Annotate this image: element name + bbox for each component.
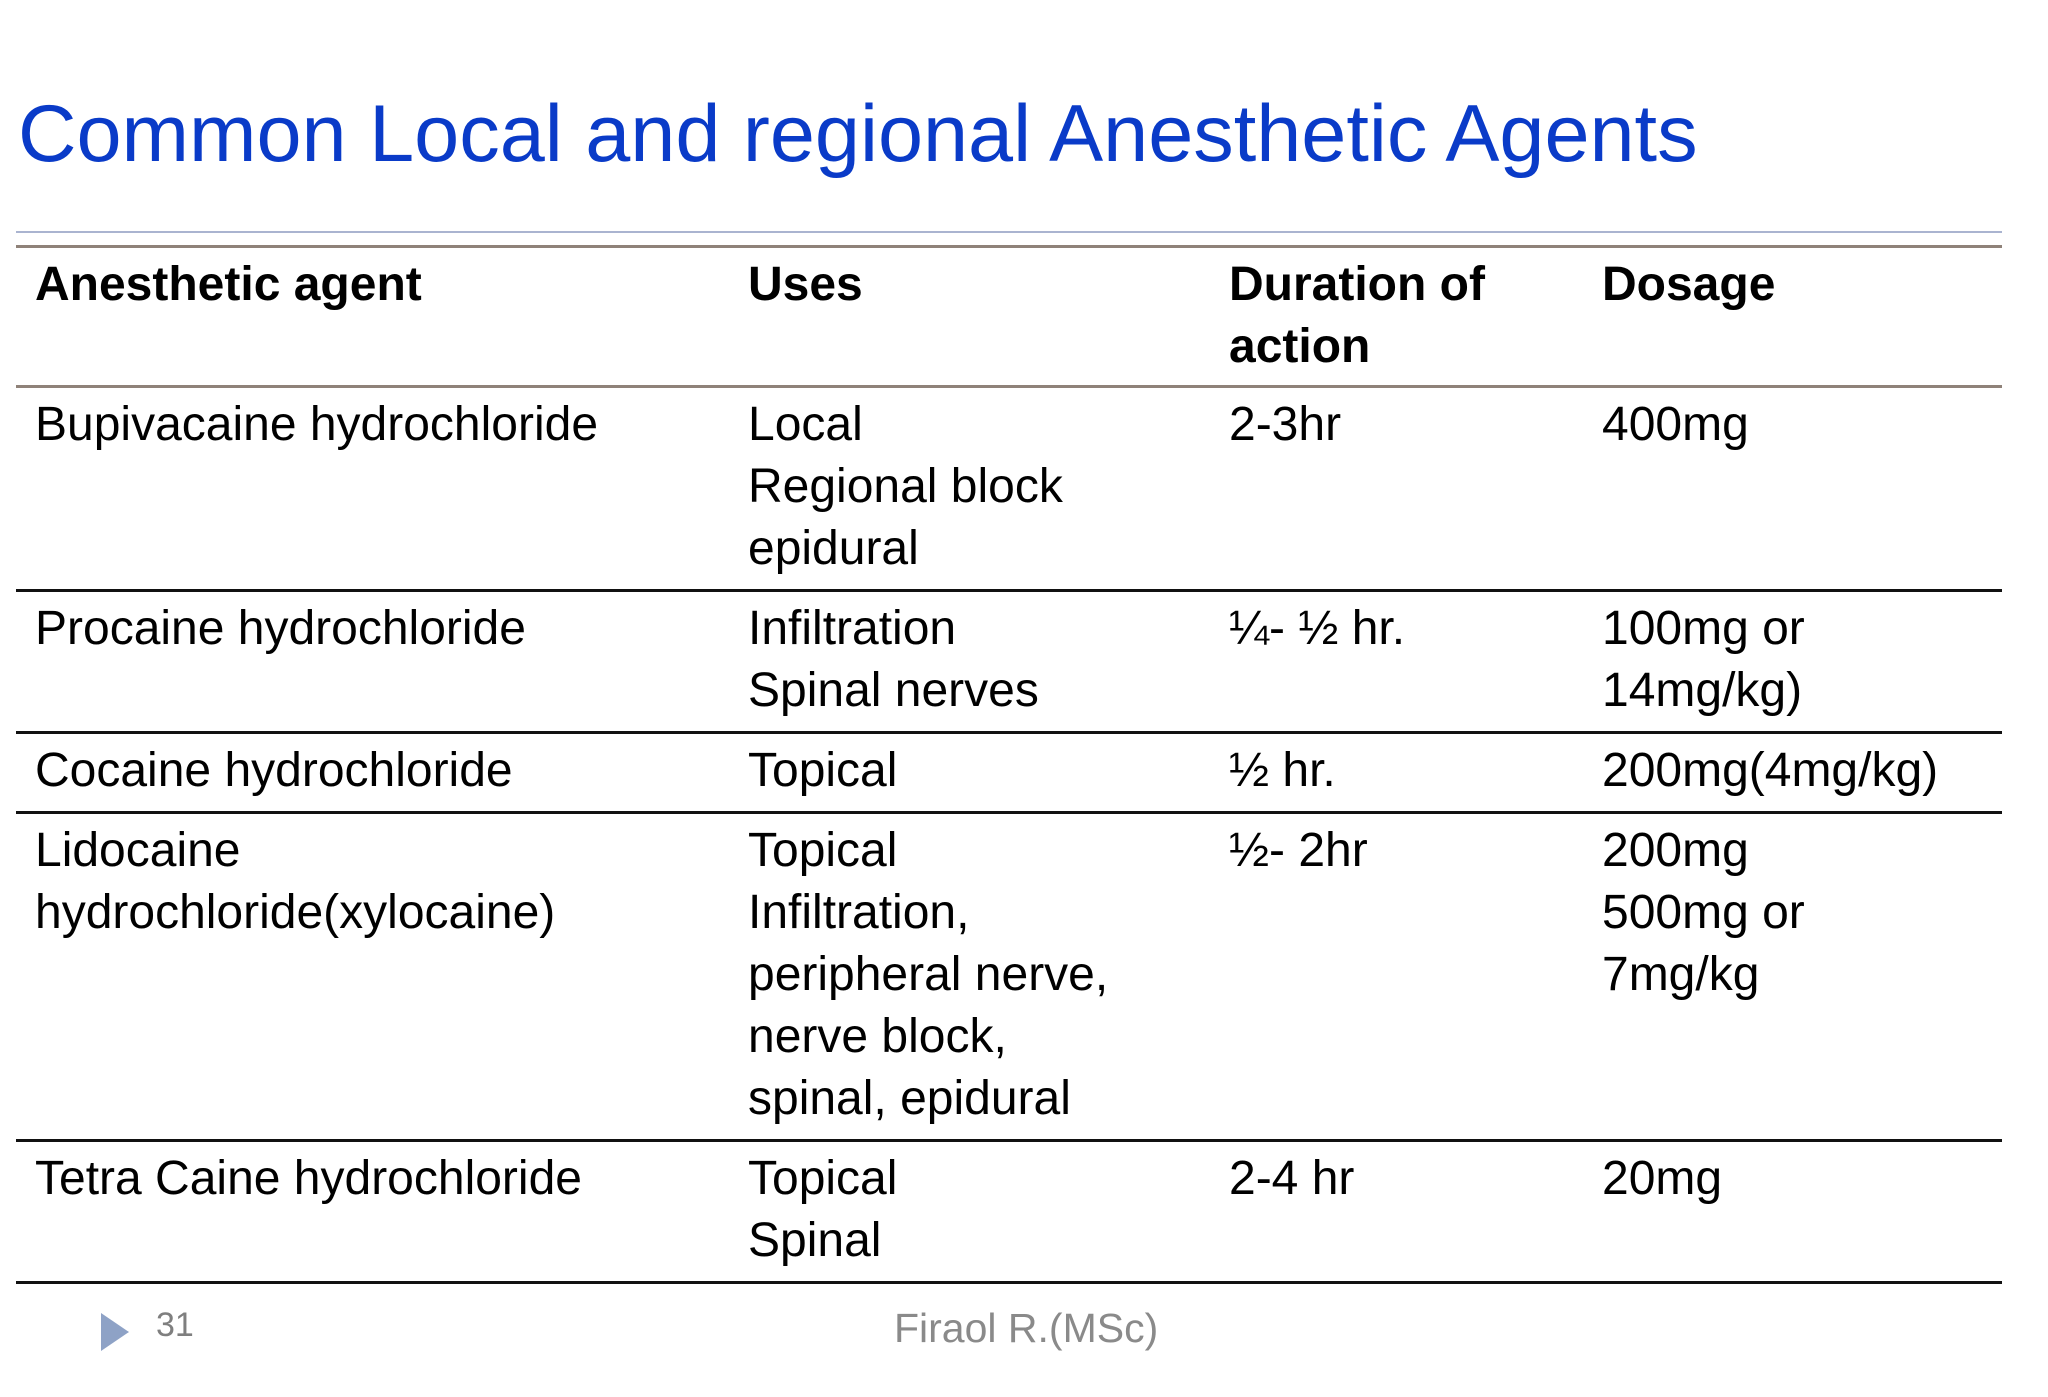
agent-cell <box>16 733 729 813</box>
header-uses <box>729 248 1210 387</box>
cell-line: Lidocaine <box>35 824 241 877</box>
duration-cell <box>1210 591 1583 733</box>
duration-cell <box>1210 813 1583 1141</box>
title-divider <box>16 231 2002 233</box>
cell-line: Topical <box>748 744 898 797</box>
cell-line: 20mg <box>1602 1152 1723 1205</box>
header-anesthetic-agent <box>16 248 729 387</box>
cell-line: Cocaine hydrochloride <box>35 744 513 797</box>
header-dosage-label: Dosage <box>1602 258 1776 311</box>
cell-line: Bupivacaine hydrochloride <box>35 398 599 451</box>
cell-line: 14mg/kg) <box>1602 664 1803 717</box>
header-dosage <box>1583 248 2002 387</box>
cell-line: hydrochloride(xylocaine) <box>35 886 556 939</box>
table-row <box>16 1141 2002 1283</box>
cell-line: ¼- ½ hr. <box>1229 602 1406 655</box>
header-duration-line2: action <box>1229 320 1371 373</box>
cell-line: Regional block <box>748 460 1063 513</box>
agent-cell <box>16 813 729 1141</box>
table-row <box>16 733 2002 813</box>
slide-title: Common Local and regional Anesthetic Agents <box>18 89 1698 179</box>
cell-line: 2-3hr <box>1229 398 1342 451</box>
cell-line: 400mg <box>1602 398 1749 451</box>
cell-line: 500mg or <box>1602 886 1805 939</box>
anesthetic-agents-table <box>16 248 2002 1284</box>
uses-cell <box>729 1141 1210 1283</box>
duration-cell <box>1210 1141 1583 1283</box>
table-header-row <box>16 248 2002 387</box>
cell-line: Topical <box>748 824 898 877</box>
header-agent-label: Anesthetic agent <box>35 258 422 311</box>
dosage-cell <box>1583 387 2002 591</box>
cell-line: 2-4 hr <box>1229 1152 1355 1205</box>
dosage-cell <box>1583 813 2002 1141</box>
agent-cell <box>16 591 729 733</box>
cell-line: peripheral nerve, <box>748 948 1109 1001</box>
footer-author: Firaol R.(MSc) <box>894 1305 1159 1351</box>
cell-line: Local <box>748 398 863 451</box>
triangle-right-icon <box>101 1313 129 1351</box>
uses-cell <box>729 387 1210 591</box>
uses-cell <box>729 733 1210 813</box>
dosage-cell <box>1583 1141 2002 1283</box>
cell-line: Topical <box>748 1152 898 1205</box>
cell-line: nerve block, <box>748 1010 1007 1063</box>
cell-line: Spinal nerves <box>748 664 1039 717</box>
header-uses-label: Uses <box>748 258 863 311</box>
cell-line: Procaine hydrochloride <box>35 602 526 655</box>
agent-cell <box>16 387 729 591</box>
cell-line: Infiltration <box>748 602 957 655</box>
duration-cell <box>1210 387 1583 591</box>
table-row <box>16 387 2002 591</box>
cell-line: 200mg(4mg/kg) <box>1602 744 1939 797</box>
uses-cell <box>729 591 1210 733</box>
header-duration <box>1210 248 1583 387</box>
dosage-cell <box>1583 591 2002 733</box>
cell-line: spinal, epidural <box>748 1072 1071 1125</box>
cell-line: Spinal <box>748 1214 882 1267</box>
dosage-cell <box>1583 733 2002 813</box>
agent-cell <box>16 1141 729 1283</box>
header-duration-line1: Duration of <box>1229 258 1485 311</box>
duration-cell <box>1210 733 1583 813</box>
cell-line: epidural <box>748 522 919 575</box>
cell-line: 7mg/kg <box>1602 948 1760 1001</box>
cell-line: Tetra Caine hydrochloride <box>35 1152 582 1205</box>
cell-line: ½- 2hr <box>1229 824 1368 877</box>
table-row <box>16 813 2002 1141</box>
cell-line: 100mg or <box>1602 602 1805 655</box>
cell-line: ½ hr. <box>1229 744 1336 797</box>
table-row <box>16 591 2002 733</box>
cell-line: 200mg <box>1602 824 1749 877</box>
uses-cell <box>729 813 1210 1141</box>
page-number: 31 <box>156 1306 194 1344</box>
cell-line: Infiltration, <box>748 886 970 939</box>
